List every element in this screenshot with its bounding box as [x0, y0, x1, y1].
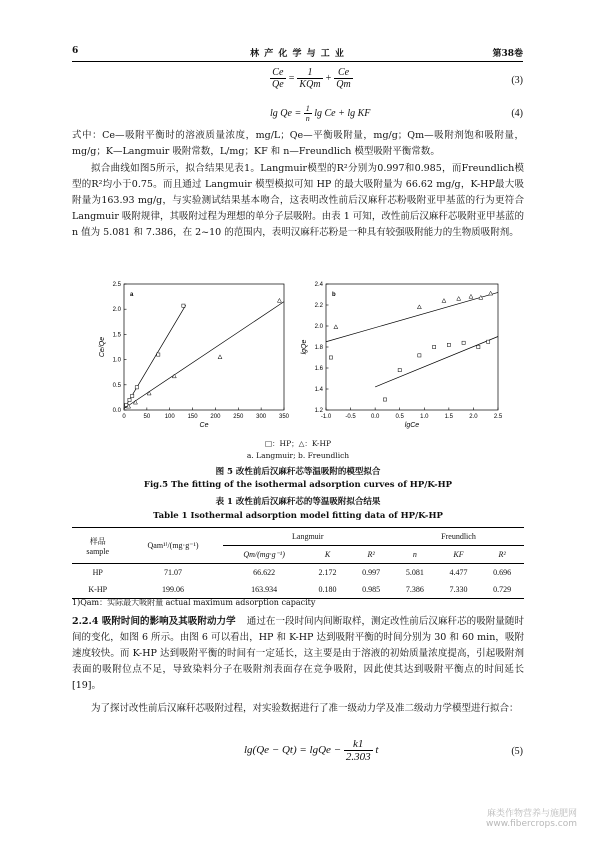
- panel-label: b: [332, 292, 336, 298]
- fit-line-hp: [124, 305, 186, 409]
- data-point-hp: [462, 341, 465, 344]
- x-tick-label: -0.5: [345, 414, 356, 420]
- data-point-hp: [157, 353, 160, 356]
- data-point-hp: [447, 343, 450, 346]
- th-qm: Qm/(mg·g⁻¹): [243, 550, 285, 559]
- y-axis-title: lgQe: [301, 339, 308, 355]
- x-tick-label: 350: [278, 414, 290, 420]
- y-tick-label: 1.8: [314, 345, 323, 351]
- data-point-hp: [383, 398, 386, 401]
- fit-line-k-hp: [124, 302, 284, 409]
- x-tick-label: 0.5: [395, 414, 404, 420]
- x-tick-label: 2.5: [493, 414, 503, 420]
- data-point-khp: [277, 298, 281, 302]
- data-point-khp: [457, 297, 461, 301]
- y-tick-label: 0.0: [112, 408, 121, 414]
- x-tick-label: 100: [164, 414, 175, 420]
- data-point-hp: [477, 345, 480, 348]
- data-point-khp: [469, 294, 473, 298]
- paragraph-kinetics-intro: 为了探讨改性前后汉麻秆芯吸附过程，对实验数据进行了准一级动力学及准二级动力学模型进行拟合：: [91, 703, 519, 714]
- figure-panel-a: [92, 278, 292, 438]
- data-point-hp: [418, 354, 421, 357]
- th-r2-langmuir: R²: [367, 550, 375, 559]
- y-tick-label: 2.4: [314, 282, 323, 288]
- x-tick-label: 200: [210, 414, 221, 420]
- y-tick-label: 1.0: [112, 357, 121, 364]
- x-tick-label: 250: [233, 414, 244, 420]
- equation-5-number: (5): [511, 746, 523, 757]
- paragraph-fitting-results: 拟合曲线如图5所示，拟合结果见表1。Langmuir模型的R²分别为0.997和0.985，而Freundlich模型的R²均小于0.75。而且通过 Langmuir 模型模拟可知 HP 的最大吸附量为 66.62 mg/g，K-HP最大吸附量为163.93 mg/g，与实验测试结果基本吻合，这表明改性前后汉麻秆芯粉吸附亚甲基蓝的行为更符合 Langmuir 吸附规律，其吸附过程为理想的单分子层吸附。由表 1 可知，改性前后汉麻秆芯吸附亚甲基蓝的 n 值为 5.081 和 7.386，在 2~10 的范围内，表明汉麻秆芯粉是一种具有较强吸附能力的生物质吸附剂。: [72, 163, 524, 238]
- y-tick-label: 1.4: [314, 387, 323, 393]
- th-sample: 样品 sample: [72, 528, 124, 564]
- figure-caption-cn: 图 5 改性前后汉麻秆芯等温吸附的模型拟合: [215, 467, 381, 477]
- section-title: 2.2.4 吸附时间的影响及其吸附动力学: [72, 616, 236, 627]
- watermark: 麻类作物营养与施肥网 www.fibercrops.com: [486, 809, 577, 829]
- x-tick-label: 150: [187, 414, 198, 420]
- x-axis-title: lgCe: [404, 422, 420, 429]
- th-r2-freundlich: R²: [498, 550, 506, 559]
- plot-frame: [124, 284, 284, 410]
- fit-line-hp: [375, 337, 498, 387]
- data-point-khp: [479, 295, 483, 299]
- x-tick-label: 50: [143, 414, 151, 420]
- x-tick-label: 0.0: [370, 414, 380, 420]
- journal-title: 林 产 化 学 与 工 业: [250, 49, 345, 59]
- x-axis-title: Ce: [199, 422, 209, 429]
- y-tick-label: 2.0: [314, 324, 323, 330]
- y-tick-label: 1.5: [112, 332, 121, 339]
- paragraph-time-effect: 通过在一段时间内间断取样，测定改性前后汉麻秆芯的吸附量随时间的变化，如图 6 所示。由图 6 可以看出，HP 和 K-HP 达到吸附平衡的时间分别为 30 和 60 min，吸附速度较快。而 K-HP 达到吸附平衡的时间有一定延长，这主要是由于溶液的初始质量浓度提高，引起吸附剂表面的吸附位点不足，导致染料分子在吸附剂表面存在竞争吸附，因此使其达到吸附平衡点的时间延长[19]。: [72, 616, 524, 691]
- data-point-hp: [182, 304, 185, 307]
- figure-legend: □：HP；△：K-HP: [264, 439, 332, 448]
- page-header: [72, 46, 523, 60]
- data-point-hp: [433, 345, 436, 348]
- section-2-2-4: [72, 614, 524, 694]
- th-freundlich: Freundlich: [393, 528, 524, 546]
- data-point-hp: [329, 356, 332, 359]
- fit-line-k-hp: [326, 292, 498, 341]
- y-tick-label: 2.5: [112, 282, 121, 288]
- table-row: HP 71.07 66.622 2.172 0.997 5.081 4.477 0.696: [92, 568, 512, 577]
- y-axis-title: Ce/Qe: [99, 336, 106, 358]
- data-point-khp: [334, 325, 338, 329]
- data-point-khp: [147, 391, 151, 395]
- equation-4-number: (4): [511, 108, 523, 119]
- page-number: 6: [72, 46, 79, 56]
- x-tick-label: -1.0: [320, 414, 332, 420]
- equation-3-number: (3): [511, 75, 523, 86]
- y-tick-label: 2.0: [112, 307, 121, 314]
- y-tick-label: 1.2: [314, 408, 323, 414]
- th-qam: Qam¹⁾/(mg·g⁻¹): [124, 528, 223, 564]
- data-point-hp: [487, 340, 490, 343]
- th-k: K: [324, 550, 331, 559]
- data-point-hp: [135, 386, 138, 389]
- figure-sublabels: a. Langmuir; b. Freundlich: [246, 451, 350, 460]
- data-point-khp: [489, 291, 493, 295]
- y-tick-label: 2.2: [314, 303, 323, 309]
- isotherm-table: [72, 527, 524, 599]
- x-tick-label: 1.0: [420, 414, 429, 420]
- panel-label: a: [130, 292, 134, 298]
- x-tick-label: 300: [256, 414, 267, 420]
- data-point-khp: [442, 299, 446, 303]
- table-caption-cn: 表 1 改性前后汉麻秆芯的等温吸附拟合结果: [215, 497, 381, 507]
- th-langmuir: Langmuir: [223, 528, 393, 546]
- header-rule: [72, 61, 523, 62]
- volume-label: 第38卷: [492, 49, 523, 59]
- data-point-khp: [417, 305, 421, 309]
- data-point-khp: [218, 355, 222, 359]
- figure-panel-b: [296, 278, 506, 438]
- table-row: K-HP 199.06 163.934 0.180 0.985 7.386 7.330 0.729: [72, 581, 524, 599]
- equation-3: $\frac{Ce}{Qe}$ = $\frac{1}{\text{KQm}}$ + $\frac{Ce}{Qm}$: [272, 67, 351, 90]
- y-tick-label: 1.6: [314, 366, 323, 372]
- variable-definitions: 式中：Ce—吸附平衡时的溶液质量浓度，mg/L；Qe—平衡吸附量，mg/g；Qm—吸附剂饱和吸附量，mg/g；K—Langmuir 吸附常数，L/mg；KF 和 n—Freundlich 模型吸附平衡常数。: [72, 130, 524, 157]
- table-footnote: 1)Qam：实际最大吸附量 actual maximum adsorption capacity: [72, 598, 316, 607]
- y-tick-label: 0.5: [112, 382, 121, 389]
- data-point-hp: [398, 369, 401, 372]
- data-point-hp: [128, 398, 131, 401]
- th-n: n: [412, 550, 417, 559]
- equation-5: lg(Qe − Qt) = lgQe − $\frac{k1}{2.303}$ t: [244, 738, 379, 763]
- x-tick-label: 1.5: [444, 414, 454, 420]
- data-point-hp: [131, 394, 134, 397]
- equation-4: lg Qe = $\frac{1}{n}$ lg Ce + lg KF: [270, 104, 371, 123]
- th-kf: KF: [453, 550, 464, 559]
- table-caption-en: Table 1 Isothermal adsorption model fitting data of HP/K-HP: [153, 511, 443, 521]
- x-tick-label: 2.0: [469, 414, 478, 420]
- x-tick-label: 0: [122, 414, 126, 420]
- figure-caption-en: Fig.5 The fitting of the isothermal adsorption curves of HP/K-HP: [143, 480, 453, 490]
